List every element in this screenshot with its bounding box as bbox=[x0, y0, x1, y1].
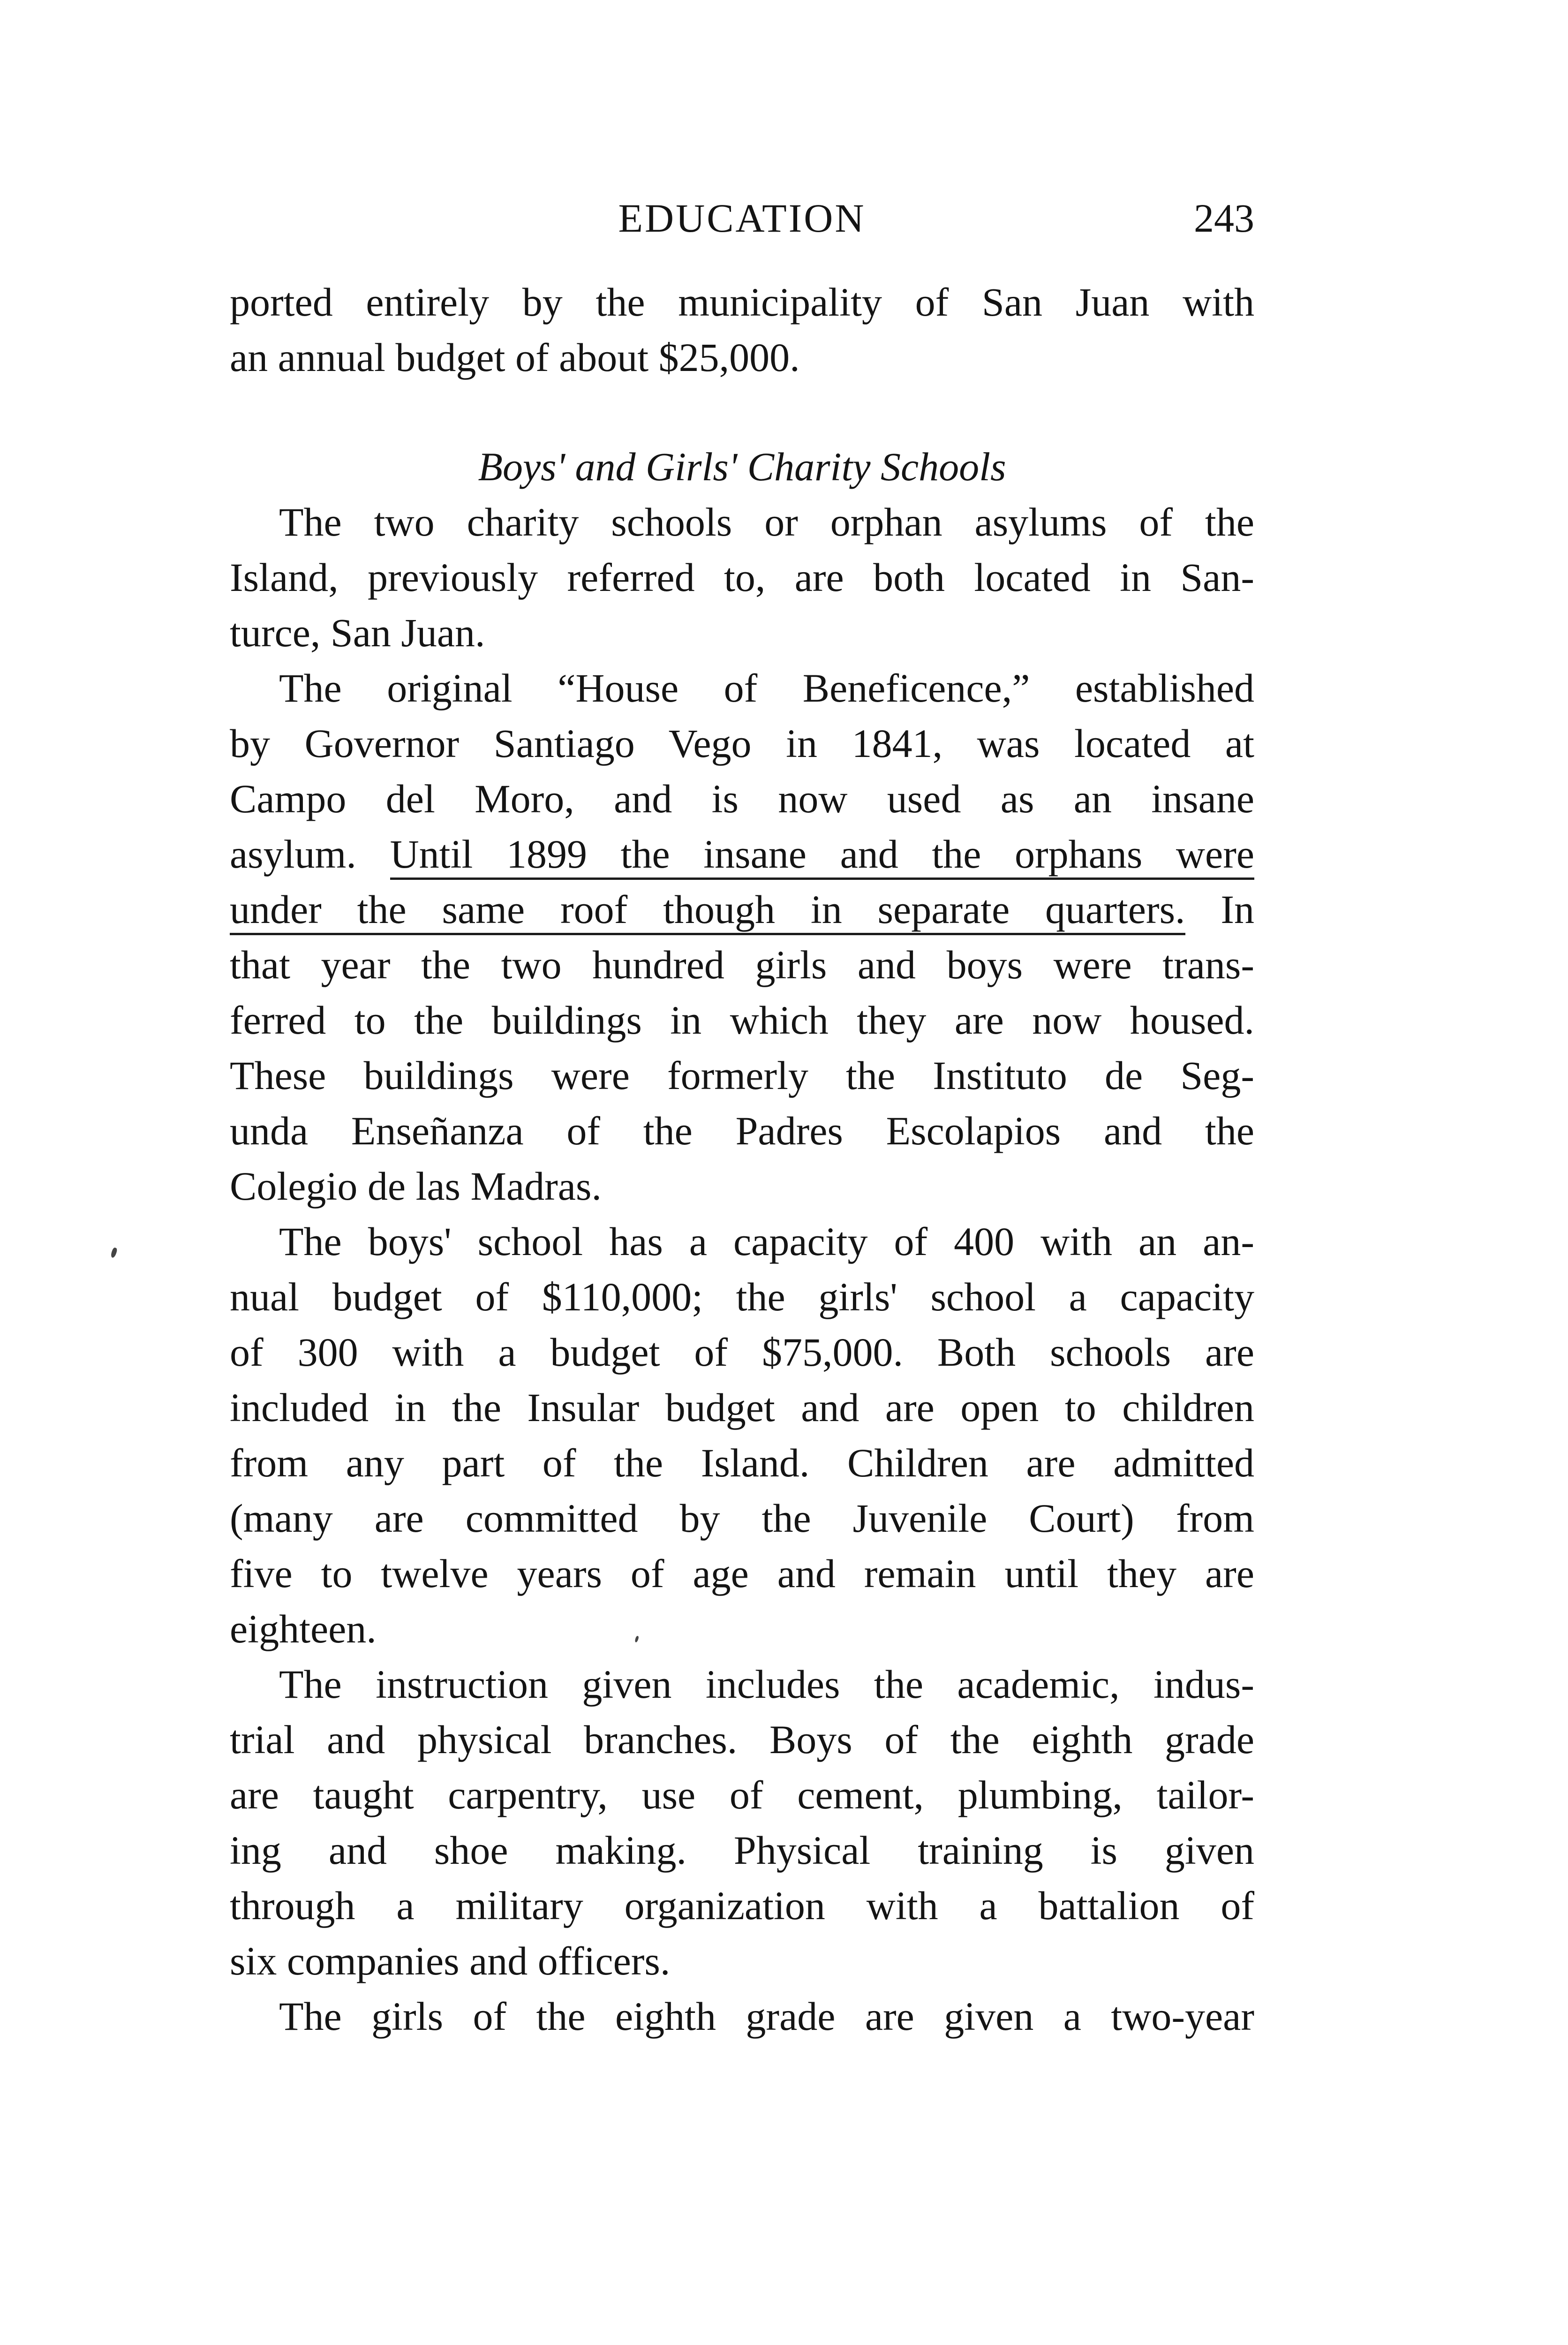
text-line: The original “House of Beneficence,” established bbox=[279, 666, 1254, 711]
page-number: 243 bbox=[1194, 196, 1254, 241]
text-line: turce, San Juan. bbox=[230, 610, 485, 655]
text-line: ferred to the buildings in which they are now housed. bbox=[230, 998, 1254, 1043]
text-line: These buildings were formerly the Instituto de Seg- bbox=[230, 1053, 1254, 1098]
text-line: are taught carpentry, use of cement, plumbing, tailor- bbox=[230, 1772, 1254, 1817]
stray-ink-mark bbox=[110, 1247, 118, 1258]
text-line: The two charity schools or orphan asylums of the bbox=[279, 499, 1254, 545]
line-segment: In bbox=[1221, 887, 1255, 932]
text-line: nual budget of $110,000; the girls' school a capacity bbox=[230, 1274, 1254, 1319]
text-line: of 300 with a budget of $75,000. Both schools are bbox=[230, 1330, 1254, 1375]
text-line: eighteen. bbox=[230, 1606, 377, 1651]
underlined-passage: Until 1899 the insane and the orphans were bbox=[390, 832, 1254, 880]
text-line: ported entirely by the municipality of San Juan with bbox=[230, 280, 1254, 325]
underlined-passage: under the same roof though in separate quarters. bbox=[230, 887, 1185, 935]
text-line bbox=[230, 882, 1254, 937]
text-line: The girls of the eighth grade are given a two-year bbox=[279, 1994, 1254, 2039]
text-line: Colegio de las Madras. bbox=[230, 1164, 602, 1209]
text-line: five to twelve years of age and remain until they are bbox=[230, 1551, 1254, 1596]
text-line: trial and physical branches. Boys of the eighth grade bbox=[230, 1717, 1254, 1762]
text-line: unda Enseñanza of the Padres Escolapios and the bbox=[230, 1108, 1254, 1153]
text-line: an annual budget of about $25,000. bbox=[230, 335, 800, 380]
text-line: six companies and officers. bbox=[230, 1938, 671, 1983]
text-line: included in the Insular budget and are open to children bbox=[230, 1385, 1254, 1430]
line-segment: asylum. bbox=[230, 832, 356, 877]
text-line: Campo del Moro, and is now used as an insane bbox=[230, 776, 1254, 821]
text-line bbox=[230, 826, 1254, 882]
running-head bbox=[230, 192, 1254, 244]
text-line: ing and shoe making. Physical training is given bbox=[230, 1828, 1254, 1873]
text-line: that year the two hundred girls and boys were trans- bbox=[230, 942, 1254, 987]
text-line: from any part of the Island. Children are admitted bbox=[230, 1440, 1254, 1485]
text-line: by Governor Santiago Vego in 1841, was located at bbox=[230, 721, 1254, 766]
running-head-title: EDUCATION bbox=[618, 196, 866, 241]
text-line: The boys' school has a capacity of 400 with an an- bbox=[279, 1219, 1254, 1264]
text-line: through a military organization with a battalion of bbox=[230, 1883, 1254, 1928]
section-heading: Boys' and Girls' Charity Schools bbox=[478, 444, 1006, 489]
body-text bbox=[230, 274, 1254, 2044]
text-line: The instruction given includes the academic, indus- bbox=[279, 1662, 1254, 1707]
text-line: Island, previously referred to, are both located in San- bbox=[230, 555, 1254, 600]
text-line: (many are committed by the Juvenile Court) from bbox=[230, 1496, 1254, 1541]
